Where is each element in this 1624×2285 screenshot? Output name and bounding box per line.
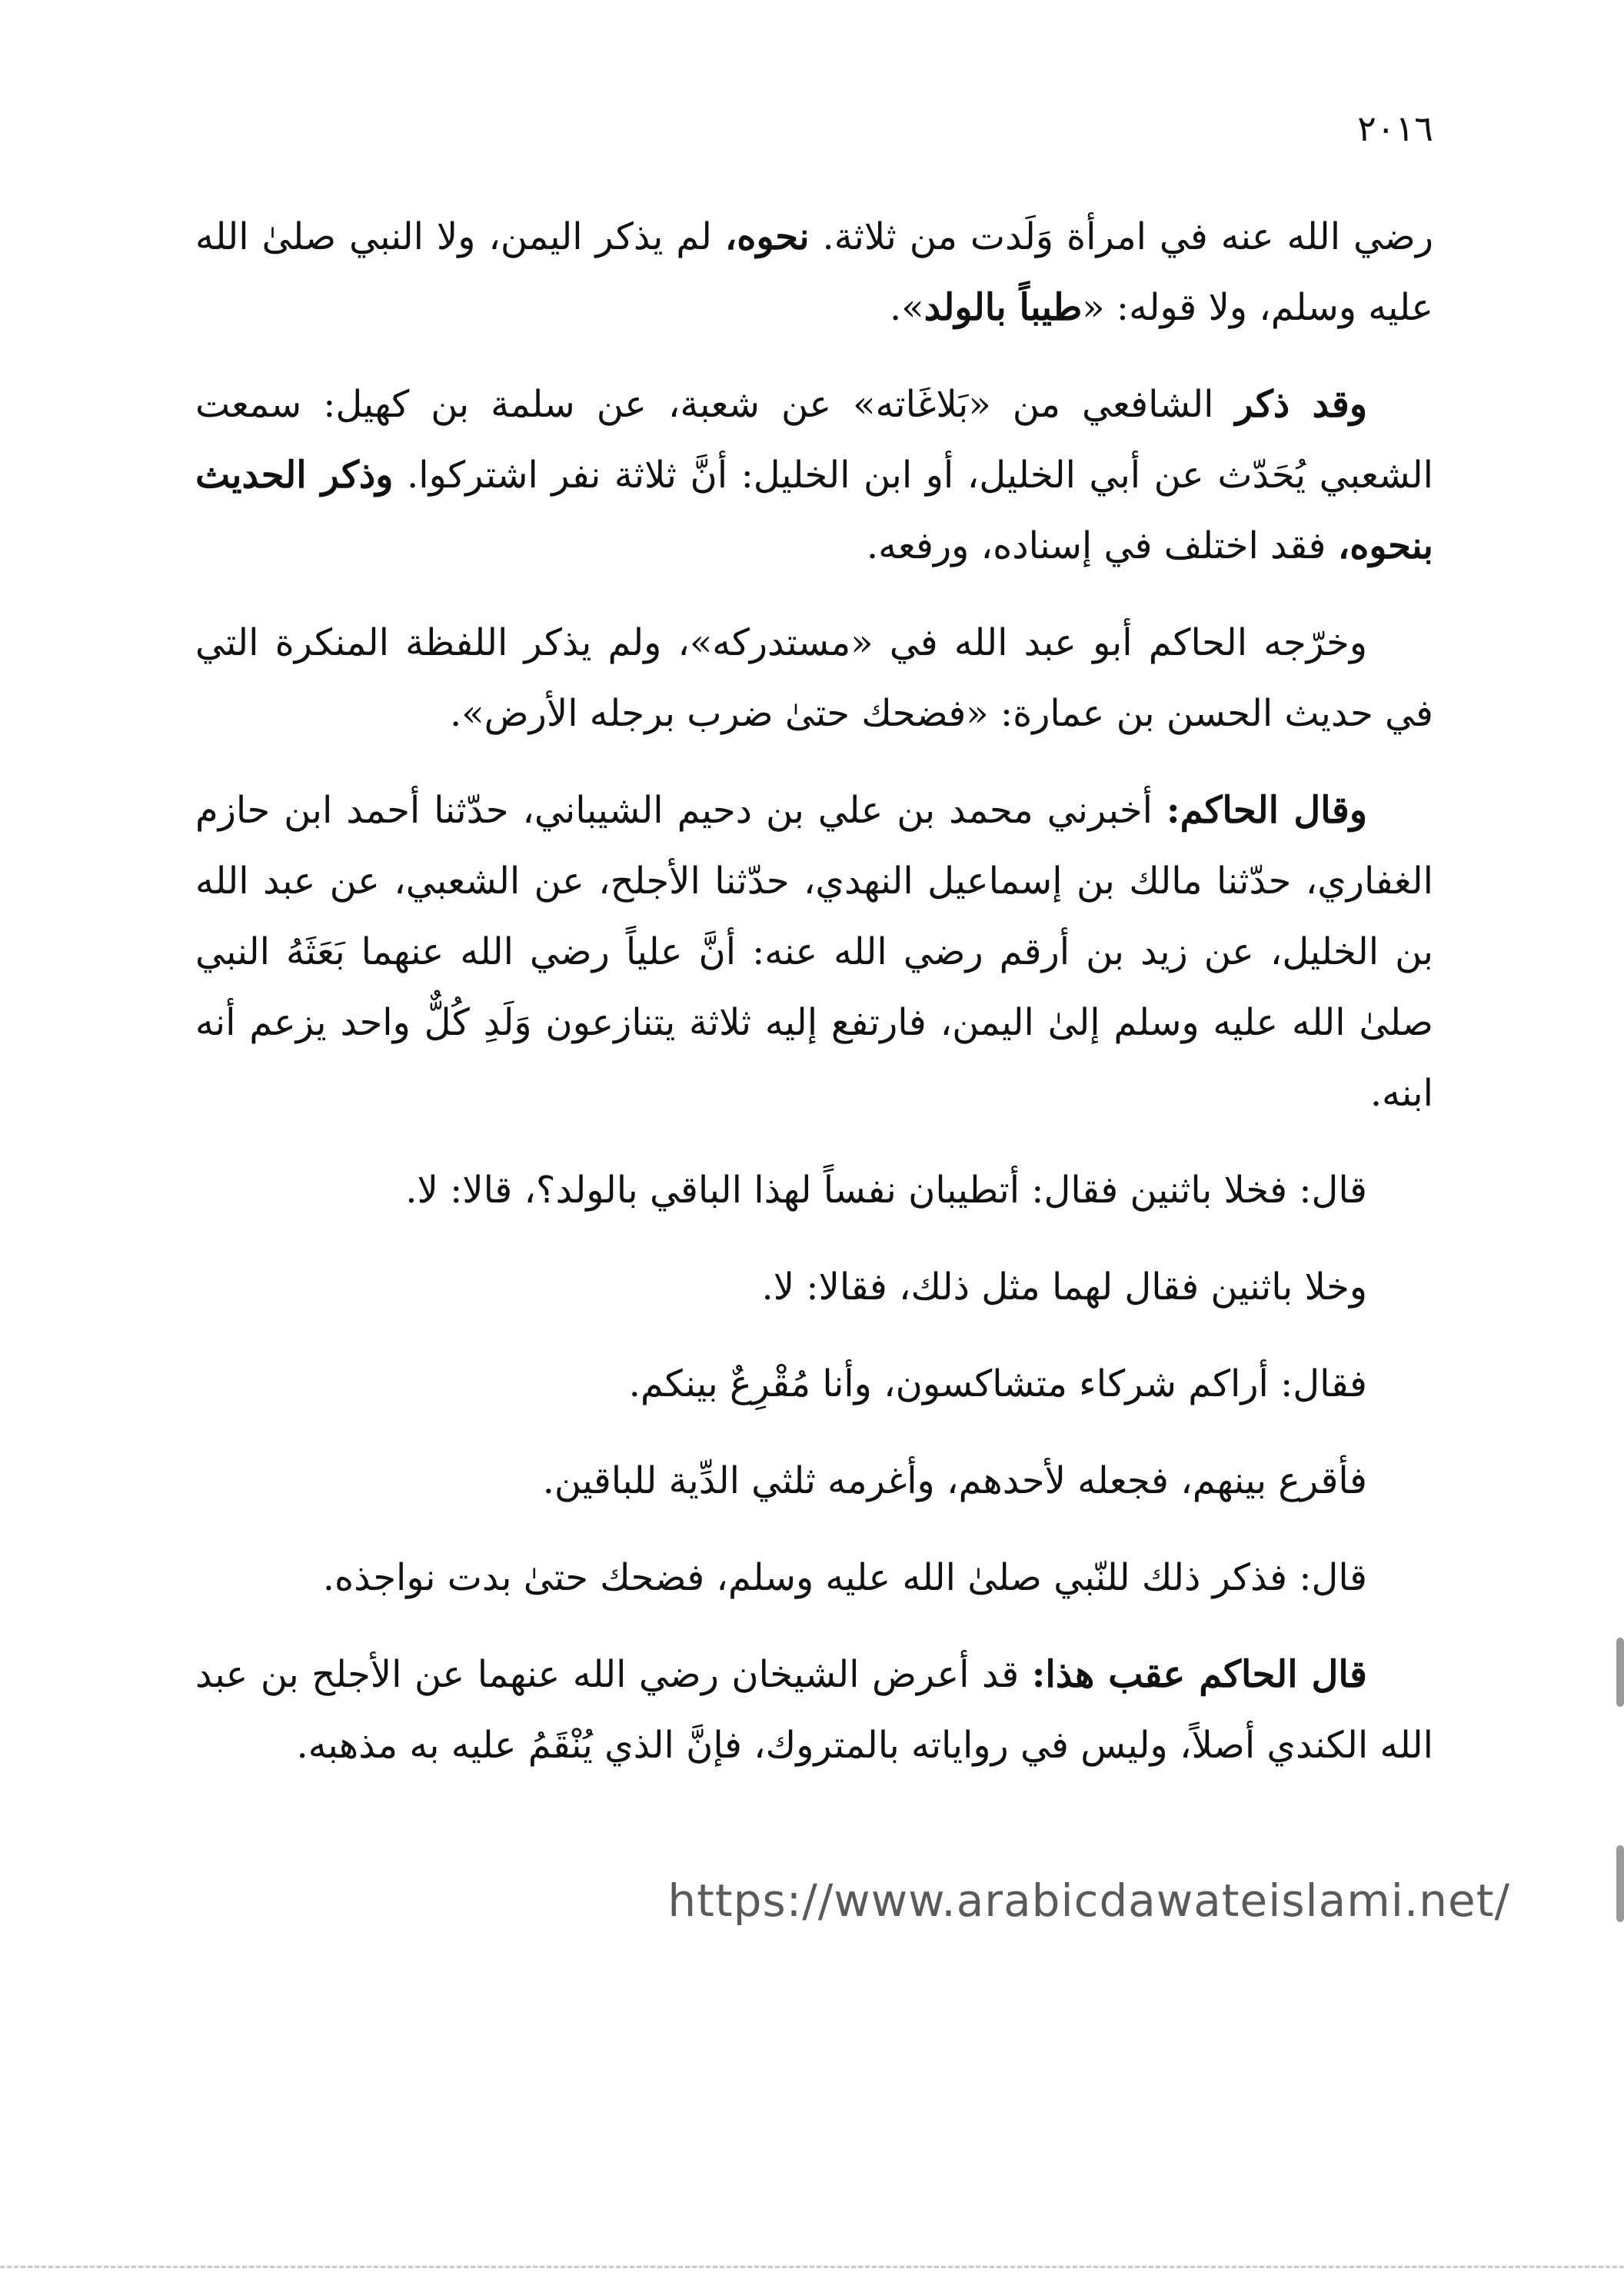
body-text: فقد اختلف في إسناده، ورفعه. — [866, 524, 1338, 567]
bold-text: طيباً بالولد — [923, 286, 1083, 329]
bold-text: قال الحاكم عقب هذا: — [1031, 1653, 1368, 1696]
paragraph — [195, 775, 1433, 1129]
paragraph — [195, 1639, 1433, 1781]
body-text: أخبرني محمد بن علي بن دحيم الشيباني، حدّثنا أحمد ابن حازم الغفاري، حدّثنا مالك بن إسماعيل النهدي، حدّثنا الأجلح، عن الشعبي، عن عبد الله بن الخليل، عن زيد بن أرقم رضي الله عنه: أنَّ علياً رضي الله عنهما بَعَثَهُ النبي صلىٰ الله عليه وسلم إلىٰ اليمن، فارتفع إليه ثلاثة يتنازعون وَلَدِ كُلٌّ واحد يزعم أنه ابنه. — [195, 789, 1433, 1115]
body-text: فقال: أراكم شركاء متشاكسون، وأنا مُقْرِعٌ بينكم. — [628, 1362, 1367, 1405]
bold-text: وقال الحاكم: — [1166, 789, 1367, 832]
body-text: قال: فذكر ذلك للنّبي صلىٰ الله عليه وسلم، فضحك حتىٰ بدت نواجذه. — [322, 1556, 1367, 1599]
scan-edge-marks — [0, 2266, 1624, 2274]
binding-mark — [1616, 1845, 1624, 1922]
page-number: ٢٠١٦ — [1357, 108, 1433, 149]
paragraph — [195, 1155, 1433, 1226]
body-text: الشافعي من «بَلاغَاته» عن شعبة، عن سلمة بن كهيل: سمعت الشعبي يُحَدّث عن أبي الخليل، أو ابن الخليل: أنَّ ثلاثة نفر اشتركوا. — [195, 383, 1434, 497]
body-text: رضي الله عنه في امرأة وَلَدت من ثلاثة. — [809, 215, 1433, 258]
bold-text: نحوه، — [724, 215, 810, 258]
paragraph — [195, 1349, 1433, 1419]
paragraph — [195, 1445, 1433, 1516]
paragraph — [195, 1542, 1433, 1613]
main-text — [195, 201, 1433, 1807]
paragraph — [195, 201, 1433, 343]
body-text: قد أعرض الشيخان رضي الله عنهما عن الأجلح بن عبد الله الكندي أصلاً، وليس في رواياته بالمتروك، فإنَّ الذي يُنْقَمُ عليه به مذهبه. — [195, 1653, 1433, 1767]
paragraph — [195, 1252, 1433, 1322]
paragraph — [195, 607, 1433, 749]
bold-text: وقد ذكر — [1235, 383, 1368, 426]
body-text: ». — [889, 286, 924, 329]
binding-mark — [1616, 1638, 1624, 1707]
paragraph — [195, 369, 1433, 581]
body-text: فأقرع بينهم، فجعله لأحدهم، وأغرمه ثلثي الدِّية للباقين. — [542, 1459, 1367, 1502]
body-text: قال: فخلا باثنين فقال: أتطيبان نفساً لهذا الباقي بالولد؟، قالا: لا. — [405, 1169, 1367, 1212]
body-text: وخرّجه الحاكم أبو عبد الله في «مستدركه»، ولم يذكر اللفظة المنكرة التي في حديث الحسن بن عمارة: «فضحك حتىٰ ضرب برجله الأرض». — [195, 621, 1433, 735]
bold-text: وذكر الحديث بنحوه، — [195, 454, 1433, 567]
body-text: وخلا باثنين فقال لهما مثل ذلك، فقالا: لا. — [761, 1266, 1367, 1309]
body-text: لم يذكر اليمن، ولا النبي صلىٰ الله عليه وسلم، ولا قوله: « — [195, 215, 1433, 329]
watermark-url: https://www.arabicdawateislami.net/ — [667, 1874, 1510, 1927]
